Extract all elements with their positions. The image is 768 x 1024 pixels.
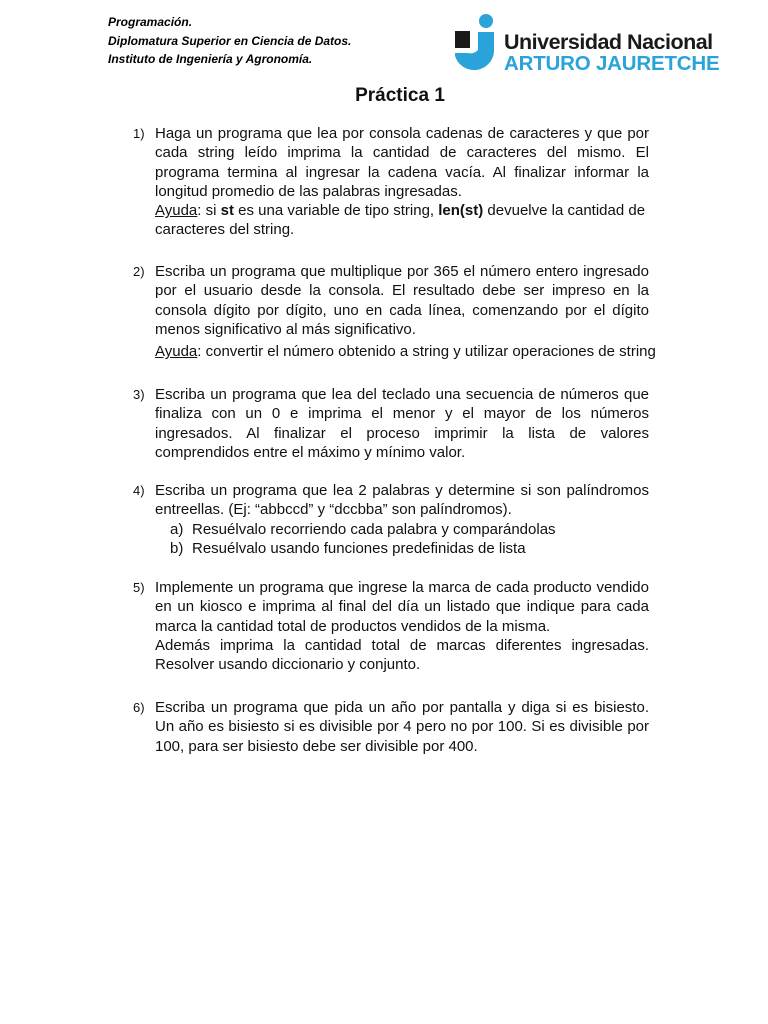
university-name: Universidad Nacional [504, 30, 713, 54]
help-text: devuelve la cantidad de caracteres del string. [155, 202, 646, 239]
exercise-help [155, 201, 649, 240]
exercise-text: Implemente un programa que ingrese la marca de cada producto vendido en un kiosco e imprima al final del día un listado que indique para cada marca la cantidad total de productos vendidos de la misma. [155, 579, 649, 635]
exercise-text: Escriba un programa que lea 2 palabras y determine si son palíndromos entreellas. (Ej: “abbccd” y “dccbba” son palíndromos). [155, 482, 649, 519]
subitem-text: Resuélvalo usando funciones predefinidas de lista [192, 539, 526, 557]
page-title: Práctica 1 [355, 85, 445, 106]
exercise-number: 4) [133, 483, 145, 498]
header-course: Programación. [108, 15, 193, 29]
exercise-number: 3) [133, 387, 145, 402]
university-name-secondary: ARTURO JAURETCHE [504, 52, 720, 75]
help-code: st [220, 202, 234, 220]
subitem-text: Resuélvalo recorriendo cada palabra y comparándolas [192, 520, 556, 538]
exercise-text: Escriba un programa que multiplique por 365 el número entero ingresado por el usuario desde la consola. El resultado debe ser impreso en la consola dígito por dígito, uno en cada línea, comenzando por el dígito menos significativo al más significativo. [155, 263, 649, 338]
header-institute: Instituto de Ingeniería y Agronomía. [108, 52, 313, 66]
exercise-number: 5) [133, 580, 145, 595]
help-text: es una variable de tipo string, [233, 202, 439, 220]
exercise-number: 2) [133, 264, 145, 279]
exercise-subitem [170, 520, 649, 539]
header-program: Diplomatura Superior en Ciencia de Datos. [108, 33, 352, 48]
document-header [108, 13, 351, 69]
exercise-text: Escriba un programa que pida un año por pantalla y diga si es bisiesto. Un año es bisiesto si es divisible por 4 pero no por 100. Si es divisible por 100, para ser bisiesto debe ser divisible por 400. [155, 699, 649, 755]
help-code: len(st) [438, 202, 484, 220]
exercise-number: 6) [133, 700, 145, 715]
subitem-label: a) [170, 520, 184, 538]
exercise-number: 1) [133, 126, 145, 141]
exercise-subitem [170, 539, 649, 558]
university-logo [452, 12, 720, 76]
exercise-text: Haga un programa que lea por consola cadenas de caracteres y que por cada string leído imprima la cantidad de caracteres del mismo. El programa termina al ingresar la cadena vacía. Al finalizar informar la longitud promedio de las palabras ingresadas. [155, 125, 649, 200]
exercise-text-continued: Además imprima la cantidad total de marcas diferentes ingresadas. Resolver usando diccionario y conjunto. [155, 636, 649, 674]
exercise-help [155, 342, 656, 361]
help-label: Ayuda [155, 343, 198, 361]
help-text: : si [197, 202, 221, 220]
subitem-label: b) [170, 539, 184, 557]
help-text: : convertir el número obtenido a string y utilizar operaciones de string [197, 343, 656, 361]
exercise-text: Escriba un programa que lea del teclado una secuencia de números que finaliza con un 0 e imprima el menor y el mayor de los números ingresados. Al finalizar el proceso imprimir la lista de valores comprendidos entre el máximo y mínimo valor. [155, 386, 649, 461]
help-label: Ayuda [155, 202, 198, 220]
university-logo-icon [452, 12, 502, 74]
